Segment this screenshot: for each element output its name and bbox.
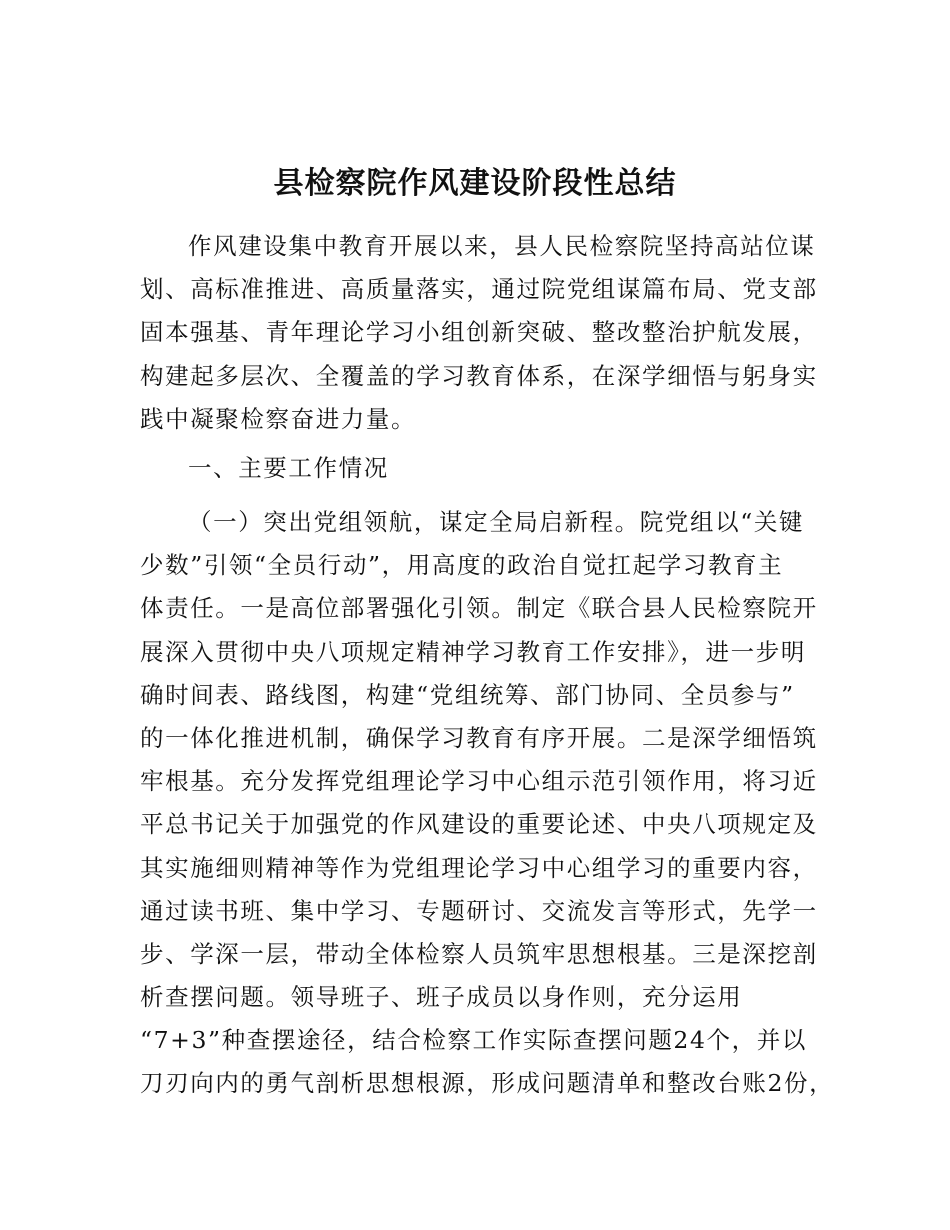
text-line: 步、学深一层，带动全体检察人员筑牢思想根基。三是深挖剖 — [140, 939, 818, 968]
text-line: （一）突出党组领航，谋定全局启新程。院党组以“关键 — [188, 508, 805, 536]
text-line: 确时间表、路线图，构建“党组统筹、部门协同、全员参与” — [140, 680, 795, 709]
text-line: 析查摆问题。领导班子、班子成员以身作则，充分运用 — [140, 983, 743, 1012]
text-line: 通过读书班、集中学习、专题研讨、交流发言等形式，先学一 — [140, 896, 818, 925]
text-line: 平总书记关于加强党的作风建设的重要论述、中央八项规定及 — [140, 810, 818, 839]
text-line: 构建起多层次、全覆盖的学习教育体系，在深学细悟与躬身实 — [140, 361, 818, 390]
text-line: 划、高标准推进、高质量落实，通过院党组谋篇布局、党支部 — [140, 275, 818, 304]
text-line: 刀刃向内的勇气剖析思想根源，形成问题清单和整改台账2份， — [140, 1069, 835, 1098]
text-line: 作风建设集中教育开展以来，县人民检察院坚持高站位谋 — [188, 232, 816, 260]
section-1-paragraph — [140, 501, 835, 1106]
text-line: 固本强基、青年理论学习小组创新突破、整改整治护航发展， — [140, 318, 818, 347]
text-line: “7+3”种查摆途径，结合检察工作实际查摆问题24个，并以 — [140, 1026, 807, 1055]
text-line: 牢根基。充分发挥党组理论学习中心组示范引领作用，将习近 — [140, 767, 818, 796]
intro-paragraph — [140, 225, 818, 441]
text-line: 体责任。一是高位部署强化引领。制定《联合县人民检察院开 — [140, 594, 818, 623]
text-line: 其实施细则精神等作为党组理论学习中心组学习的重要内容， — [140, 853, 818, 882]
section-heading-text: 一、主要工作情况 — [188, 454, 389, 482]
text-line: 少数”引领“全员行动”，用高度的政治自觉扛起学习教育主 — [140, 551, 784, 580]
text-line: 践中凝聚检察奋进力量。 — [140, 404, 417, 433]
text-line: 展深入贯彻中央八项规定精神学习教育工作安排》，进一步明 — [140, 637, 806, 666]
text-line: 的一体化推进机制，确保学习教育有序开展。二是深学细悟筑 — [140, 723, 818, 752]
section-heading — [140, 447, 812, 490]
document-title: 县检察院作风建设阶段性总结 — [273, 166, 677, 201]
